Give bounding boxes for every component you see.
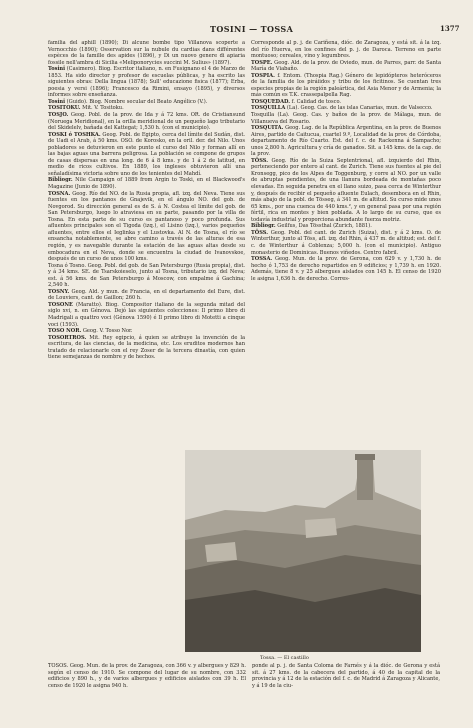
dictionary-entry [48,132,245,178]
left-column [48,40,245,361]
dictionary-entry [48,40,245,66]
dictionary-entry [48,66,245,99]
entry-text: Geog. Pobl. de Egipto, cerca del límite del Sudán, dist. de Uadi el Arab, á 50 kms. OSO. de Korosko, en la oril. der. del Nilo. Unos pobladores se detuvieron en este punto el curso del Nilo y forman allí en las bajas aguas una barrera peligrosa. La población se compone de grupos de casas dispersas en una long. de 6 á 8 kms. y de 1 á 2 de latitud, en medio de ricos cultivos. En 1889, los ingleses obtuvieron allí una señaladísima victoria sobre uno de los tenientes del Mahdí. [48,131,245,177]
dictionary-entry [251,60,441,73]
entry-text: (Casimero). Biog. Escritor italiano, n. en Fusignano el 4 de Marzo de 1853. Ha sido director y profesor de escuelas públicas, y ha escrito las siguientes obras: Della lingua (1878); Sull' educazione fisica (1877); Erba, poesia y versi (1896); Francesco da Rimini, ensayo (1895), y diversos informes sobre enseñanza. [48,66,245,99]
dictionary-entry [48,335,245,361]
entry-headword: TOSKI ó TOSHKA. [48,131,101,138]
entry-text: Geog. V. Tosso Nor. [82,328,133,335]
entry-text: Geog. Lag. de la República Argentina, en la prov. de Buenos Aires, partido de Caitucua, cuartel 9.º, Localidad de la prov. de Córdoba, departamento de Río Cuarto. Est. del f. c. de Rackenna á Sampacho; unos 2,800 h. Agricultura y cría de ganados. Sit. a 145 kms. de la cap. de la prov. [251,125,441,158]
entry-headword: TOSQUITA. [251,125,284,132]
dictionary-entry [251,158,441,223]
entry-headword: TOSNA. [48,190,71,197]
dictionary-entry [251,73,441,99]
entry-headword: TOSITOKU. [48,105,81,112]
entry-text: familia del aphill (1890); Di alcune bombe tipo Villanova scoperte a Vernocchio (1890); Osservation sur la nubule du cardias dans différentes espèces de la famille des apides (1896), y Di un nuovo genere di apiaria fossile nell'ambra di Sicilia «Meliponorycies succini M. Sulius» (1897). [48,40,245,66]
entry-headword: TOSPIA. [251,72,275,79]
entry-headword: TOSNY. [48,288,70,295]
entry-headword: TÖSS. [251,229,269,236]
entry-headword: TOSPE. [251,59,273,66]
page-number: 1377 [440,24,460,33]
running-title: TOSINI — TOSSA [210,24,294,34]
entry-text: f. Entom. (Thospia Rag.) Género de lepidópteros heteróceros de la familia de los piráiidos y tribu de los ficitinos. Se cuentan tres especies propias de la región paleártica, del Asia Menor y de Armenia; la más común es T.K. crassepalpella Rag. [251,72,441,99]
entry-text: Geog. Río del NO. de la Rusia propia, afl. izq. del Neva. Tiene sus fuentes en los pantanos de Gnajevik, en el ángulo NO. del gob. de Novgorod. Su dirección general es de S. á N. Costea el límite del gob. de San Petersburgo, luego lo atraviesa en su parte, pasando por la villa de Tosna. En esta parte de su curso es pantanoso y poco profunda. Sus afluentes principales son el Tigoda (izq.), el Lisino (izq.), varios pequeños afluentes, entre ellos el Ieglinka y el Lustovka. Al N. de Tosna, el río se ensancha notablemente, se abre camino a través de las alturas de esa región, y es navegable durante la estación de las aguas altas desde su embocadura en el Neva, donde se encuentra la ciudad de Ivanovskoe, después de un curso de unos 100 kms. [48,190,245,263]
entry-text: (La). Geog. Cas. de las islas Canarias, mun. de Valsecco. [286,105,433,112]
entry-headword: TÖSS. [251,157,269,164]
entry-text: Geog. Pobl. del cant. de Zurich (Suiza), dist. y á 2 kms. O. de Winterthur, junto al Töss, afl. izq. del Rhin, á 437 m. de altitud; est. del f. c. de Winterthur á Coblenza; 5,000 h. (con el municipio). Antiguo monasterio de Dominicas. Buenos viñedos. Centro fabril. [251,229,441,256]
entry-text: Geog. Río de la Suiza Septentrional, afl. izquierdo del Rhin, perteneciendo por entero al cant. de Zurich. Tiene sus fuentes al pie del Kronsegg, pico de los Alpes de Toggenburg, y corre al NO. por un valle de abruptas pendientes, de una llanura bordeada de montañas poco elevadas. En seguida penetra en el llano suizo, pasa cerca de Winterthur y, después de recibir el pequeño afluente Eulach, desemboca en el Rhin, más abajo de la pobl. de Tösseg, á 341 m. de altitud. Su curso mide unos 65 kms., por una cuenca de 440 kms.², y en general pasa por una región fértil, rica en montes y bien poblada. A lo largo de su curso, que es todavía industrial y proporciona abundante fuerza motriz. [251,157,441,223]
castle-photograph [185,450,421,652]
entry-text: Geog. Pobl. de la prov. de Ida y á 72 kms. OR. de Cristiansund (Noruega Meridional), en la orilla meridional de un pequeño lago tributario del Skidelelv, bañada del Kattegat; 1,530 h. (con el municipio). [48,112,245,132]
entry-text: Corresponde al p. j. de Cariñena, dióc. de Zaragoza, y está sit. á la izq. del río Huerva, en los confines del p. j. de Daroca. Terreno en parte montuoso; cereales, vino y legumbres. [251,40,441,60]
dictionary-entry [251,125,441,158]
dictionary-entry [251,256,441,282]
dictionary-entry [48,302,245,328]
entry-text: (Maratto). Biog. Compositor italiano de la segunda mitad del siglo xvi, n. en Génova. Dejó las siguientes colecciones: Il primo libro di Madrigali a quattro voci (Génova 1590) é Il primo libro di Motetti a cinque voci (1593). [48,301,245,328]
dictionary-entry [48,112,245,132]
photo-caption: Tossa. — El castillo [260,655,309,661]
dictionary-entry [48,263,245,289]
castle-illustration [185,450,421,652]
entry-text: Mit. Rey egipcio, á quien se atribuye la invención de la escritura, de las ciencias, de la medicina, etc. Los eruditos modernos han tratado de relacionarle con el rey Zoser de la tercera dinastía, con quien tiene semejanzas de nombre y de hechos. [48,334,245,361]
entry-text: Geilfus, Das Tössthal (Zurich, 1881). [277,223,372,230]
entry-headword: TOSJO. [48,112,69,119]
bottom-left-entry: TOSOS. Geog. Mun. de la prov. de Zaragoza, con 366 v. y albergues y 829 h. según el censo de 1910. Se compone del lugar de su nombre, con 332 edificios y 890 h., y de varios albergues y edificios aislados con 39 h. El censo de 1920 le asigna 940 h. [48,663,246,689]
entry-headword: TOSO NOR. [48,328,82,335]
right-column [251,40,441,282]
entry-text: Tosna ó Tosno. Geog. Pobl. del gob. de San Petersburgo (Rusia propia), dist. y á 34 kms. SE. de Tsarskoieselo, junto al Tosna, tributario izq. del Neva; est. á 56 kms. de San Petersburgo á Moscow, con empalme á Gachina; 2,540 h. [48,262,245,289]
dictionary-entry [48,177,245,190]
entry-text: Mit. V. Tositoku. [82,105,124,112]
page-header [0,24,473,36]
entry-headword: Bibliogr. [251,223,276,230]
entry-text: Nile Campaign of 1889 from Argin to Toski, en el Blackwood's Magazine (Junio de 1890). [48,177,245,191]
entry-text: Tosquilla (La). Geog. Cas. y baños de la prov. de Málaga, mun. de Villanueva del Rosario. [251,112,441,125]
entry-text: (Guido). Biog. Nombre secular del Beato Angélico (V.). [66,98,208,105]
entry-headword: TOSONE [48,301,73,308]
entry-text: Geog. Ald. y mun. de Francia, en el departamento del Eure, dist. de Louviers, cant. de Gaillon; 260 h. [48,288,246,302]
entry-headword: Tosini [48,98,66,105]
dictionary-entry [251,230,441,256]
dictionary-entry [251,112,441,125]
bottom-right-entry: ponde al p. j. de Santa Coloma de Farnés y á la dióc. de Gerona y está sit. á 27 kms. de la cabecera del partido, á 40 de la capital de la provincia y á 12 de la estación del f. c. de Madrid á Zaragoza y Alicante, y á 19 de la ciu- [252,663,440,689]
dictionary-entry [251,40,441,60]
entry-headword: TOSSA. [251,256,273,263]
entry-headword: TOSQUEDAD. [251,98,291,105]
entry-headword: Tosini [48,66,66,73]
entry-headword: Bibliogr. [48,177,73,184]
entry-text: Geog. Mun. de la prov. de Gerona, con 629 v. y 1,730 h. de hecho ó 1,753 de derecho repartidos en 9 edificios; y 1,739 h. en 1920. Además, tiene 8 v. y 25 albergues aislados con 145 h. El censo de 1920 le asigna 1,636 h. de derecho. Corres- [251,256,441,282]
entry-text: f. Calidad de tosco. [291,98,342,105]
entry-headword: TOSQUILLA [251,105,286,112]
dictionary-entry [48,289,245,302]
entry-headword: TOSORTROS. [48,334,87,341]
entry-text: Geog. Ald. de la prov. de Oviedo, mun. de Parres, parr. de Santa María de Viabaño. [251,59,441,73]
dictionary-entry [48,191,245,263]
